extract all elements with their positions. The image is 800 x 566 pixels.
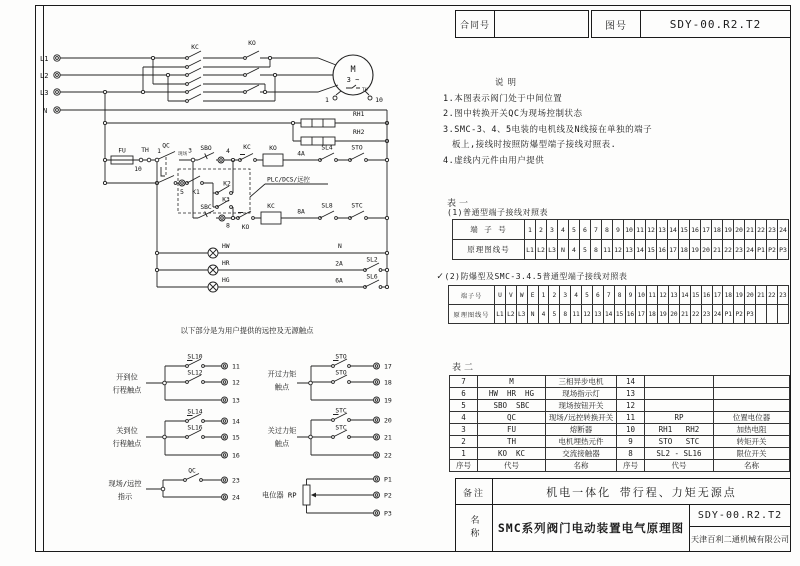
- explosion-terminal-table: [448, 285, 789, 324]
- terminal-cell: 8: [614, 286, 625, 305]
- rh1-label: RH1: [353, 111, 365, 118]
- note-line: 4.虚线内元件由用户提供: [443, 155, 545, 166]
- open-travel-contacts: [113, 354, 240, 405]
- terminal-cell: 4: [538, 305, 549, 324]
- terminal-cell: 19: [734, 286, 745, 305]
- local-remote-label-1: 现场/远控: [108, 479, 142, 488]
- component-row: [450, 400, 790, 412]
- terminal-cell: 14: [668, 220, 679, 240]
- terminal-19: 19: [384, 396, 392, 405]
- terminal-cell: 15: [646, 240, 657, 260]
- component-cell: 代号: [478, 460, 546, 472]
- terminal-cell: 23: [767, 220, 778, 240]
- terminal-p1: P1: [384, 475, 392, 484]
- component-cell: 名称: [714, 460, 790, 472]
- terminal-row: [449, 286, 789, 305]
- company-name: 天津百利二通机械有限公司: [690, 533, 790, 544]
- terminal-cell: 7: [603, 286, 614, 305]
- terminal-20: 20: [384, 416, 392, 425]
- terminal-cell: 19: [723, 220, 734, 240]
- component-cell: 位置电位器: [714, 412, 790, 424]
- terminal-cell: 5: [569, 220, 580, 240]
- sl2-limit-label: SL2: [366, 256, 378, 264]
- terminal-24: 24: [232, 493, 240, 502]
- terminal-row: [449, 305, 789, 324]
- terminal-row: [453, 220, 789, 240]
- terminal-10-label: 10: [134, 166, 142, 173]
- terminal-cell: 4: [558, 220, 569, 240]
- sl8-limit-label: SL8: [321, 202, 333, 210]
- component-cell: 10: [617, 424, 645, 436]
- component-cell: 现场按钮开关: [546, 400, 617, 412]
- contract-number-box: [455, 10, 589, 38]
- k1-relay-label: K1: [192, 189, 200, 196]
- row-label: 原理图线号: [453, 240, 525, 260]
- terminal-cell: L1: [495, 305, 506, 324]
- terminal-cell: 12: [613, 240, 624, 260]
- drawing-number-box: [591, 10, 791, 38]
- terminal-cell: 15: [614, 305, 625, 324]
- terminal-cell: 4: [569, 240, 580, 260]
- component-row: [450, 388, 790, 400]
- wire-4a-label: 4A: [297, 150, 305, 158]
- component-row: [450, 436, 790, 448]
- terminal-cell: 2: [549, 286, 560, 305]
- terminal-cell: 20: [701, 240, 712, 260]
- title-block-right: [690, 505, 790, 551]
- terminal-cell: 13: [657, 220, 668, 240]
- component-cell: SBO SBC: [478, 400, 546, 412]
- component-cell: 2: [450, 436, 478, 448]
- n-return-label: N: [338, 243, 342, 250]
- terminal-cell: 21: [756, 286, 767, 305]
- terminal-cell: 18: [723, 286, 734, 305]
- terminal-cell: 2: [536, 220, 547, 240]
- terminal-cell: 15: [690, 286, 701, 305]
- hg-lamp-label: HG: [222, 277, 230, 284]
- component-cell: 三相异步电机: [546, 376, 617, 388]
- component-cell: 限位开关: [714, 448, 790, 460]
- component-row: [450, 448, 790, 460]
- terminal-p2: P2: [384, 491, 392, 500]
- component-cell: 1: [450, 448, 478, 460]
- terminal-cell: 3: [547, 220, 558, 240]
- component-cell: 8: [617, 448, 645, 460]
- component-cell: 现场/远控转换开关: [546, 412, 617, 424]
- hr-lamp-label: HR: [222, 260, 230, 267]
- terminal-cell: 24: [745, 240, 756, 260]
- component-header-row: [450, 460, 790, 472]
- terminal-11: 11: [232, 362, 240, 371]
- notes-title: 说明: [495, 78, 521, 88]
- remark-value: 机电一体化 带行程、力矩无源点: [546, 486, 737, 499]
- component-cell: RP: [645, 412, 714, 424]
- terminal-cell: 18: [647, 305, 658, 324]
- close-travel-contacts: [113, 409, 240, 460]
- terminal-cell: P1: [756, 240, 767, 260]
- terminal-cell: 12: [658, 286, 669, 305]
- terminal-cell: N: [527, 305, 538, 324]
- phase-l1-label: L1: [40, 55, 49, 63]
- wire-2a-label: 2A: [335, 260, 343, 268]
- terminal-cell: 22: [756, 220, 767, 240]
- ko-coil-label: KO: [269, 145, 277, 152]
- terminal-cell: 1: [538, 286, 549, 305]
- component-cell: 加热电阻: [714, 424, 790, 436]
- component-cell: 序号: [450, 460, 478, 472]
- terminal-cell: 10: [624, 220, 635, 240]
- potentiometer-label: 电位器 RP: [262, 490, 297, 500]
- note-line: 2.图中转换开关QC为现场控制状态: [443, 109, 583, 119]
- contract-value: [495, 11, 588, 37]
- component-row: [450, 424, 790, 436]
- terminal-cell: 12: [646, 220, 657, 240]
- terminal-23: 23: [232, 476, 240, 485]
- terminal-cell: 17: [636, 305, 647, 324]
- qc-local-label: 现场: [178, 152, 188, 157]
- sto-a-label: STO: [335, 353, 347, 361]
- terminal-cell: L1: [525, 240, 536, 260]
- terminal-12: 12: [232, 378, 240, 387]
- qc-switch-label: QC: [162, 142, 170, 150]
- terminal-cell: 21: [712, 240, 723, 260]
- note-line: 3.SMC-3、4、5电装的电机线及N线接在单独的端子: [443, 124, 653, 135]
- table1-normal-caption: (1)普通型端子接线对照表: [447, 208, 548, 217]
- terminal-cell: 7: [591, 220, 602, 240]
- terminal-21: 21: [384, 433, 392, 442]
- terminal-cell: 23: [777, 286, 788, 305]
- component-cell: 12: [617, 400, 645, 412]
- terminal-cell: 23: [734, 240, 745, 260]
- terminal-cell: 15: [679, 220, 690, 240]
- terminal-cell: 12: [582, 305, 593, 324]
- component-cell: 11: [617, 412, 645, 424]
- component-cell: 交流接触器: [546, 448, 617, 460]
- terminal-cell: V: [505, 286, 516, 305]
- drawing-title: SMC系列阀门电动装置电气原理图: [493, 505, 690, 551]
- terminal-row: [453, 240, 789, 260]
- power-wires: [60, 40, 387, 110]
- component-cell: [714, 388, 790, 400]
- sl16-label: SL16: [187, 424, 203, 432]
- sto-torque-label: STO: [351, 144, 363, 152]
- terminal-cell: [756, 305, 767, 324]
- potentiometer: [262, 476, 392, 518]
- terminal-cell: [766, 305, 777, 324]
- terminal-17: 17: [384, 362, 392, 371]
- component-list-table: [449, 375, 790, 472]
- component-cell: M: [478, 376, 546, 388]
- sl6-limit-label: SL6: [366, 273, 378, 281]
- sbo-button-label: SBO: [200, 145, 212, 152]
- phase-l2-label: L2: [40, 72, 49, 80]
- motor-terminal-10: 10: [375, 96, 383, 104]
- neutral-label: N: [43, 107, 48, 115]
- ko-interlock-label: KO: [241, 224, 250, 231]
- circuit-diagram: [35, 5, 455, 553]
- row-label: 原理图线号: [449, 305, 495, 324]
- close-torque-contacts: [268, 408, 392, 460]
- row-label: 端子号: [449, 286, 495, 305]
- sl12-label: SL12: [187, 369, 203, 377]
- local-remote-indication: [108, 468, 239, 502]
- terminal-cell: 13: [669, 286, 680, 305]
- sl10-label: SL10: [187, 353, 203, 361]
- terminal-1-label: 1: [157, 148, 161, 155]
- component-cell: [714, 400, 790, 412]
- terminal-18: 18: [384, 378, 392, 387]
- terminal-cell: 16: [690, 220, 701, 240]
- motor-terminal-1: 1: [325, 96, 329, 104]
- terminal-cell: 18: [679, 240, 690, 260]
- qc2-label: QC: [188, 467, 196, 475]
- kc-coil-label: KC: [267, 203, 275, 210]
- contract-label: 合同号: [456, 11, 495, 37]
- terminal-cell: 20: [669, 305, 680, 324]
- component-cell: 名称: [546, 460, 617, 472]
- terminal-16: 16: [232, 451, 240, 460]
- name-label: 名称: [456, 505, 493, 551]
- component-cell: 代号: [645, 460, 714, 472]
- component-cell: STO STC: [645, 436, 714, 448]
- terminal-cell: 22: [723, 240, 734, 260]
- terminal-cell: P3: [778, 240, 789, 260]
- terminal-cell: 13: [592, 305, 603, 324]
- remark-label: 备注: [456, 479, 493, 505]
- terminal-cell: E: [527, 286, 538, 305]
- terminal-cell: 5: [582, 286, 593, 305]
- terminal-cell: P3: [745, 305, 756, 324]
- open-travel-label-2: 行程触点: [112, 385, 142, 395]
- terminal-p3: P3: [384, 509, 392, 518]
- terminal-cell: 11: [571, 305, 582, 324]
- terminal-cell: 14: [603, 305, 614, 324]
- terminal-cell: W: [516, 286, 527, 305]
- terminal-5-label: 5: [180, 188, 184, 196]
- terminal-cell: 19: [690, 240, 701, 260]
- terminal-cell: 3: [560, 286, 571, 305]
- drawing-number-label: 图号: [592, 11, 641, 37]
- component-cell: 熔断器: [546, 424, 617, 436]
- terminal-cell: 6: [592, 286, 603, 305]
- terminal-15: 15: [232, 433, 240, 442]
- component-cell: 转矩开关: [714, 436, 790, 448]
- motor-phase-label: 3 ~: [346, 76, 360, 84]
- remark-block: [455, 478, 791, 506]
- terminal-cell: 22: [690, 305, 701, 324]
- sl4-limit-label: SL4: [321, 144, 333, 152]
- terminal-cell: 17: [712, 286, 723, 305]
- terminal-22: 22: [384, 451, 392, 460]
- terminal-cell: 21: [679, 305, 690, 324]
- check-mark: ✓: [437, 271, 444, 282]
- terminal-cell: 10: [636, 286, 647, 305]
- wire-8a-label: 8A: [297, 208, 305, 216]
- note-line: 板上,接线时按照防爆型端子接线对照表.: [452, 140, 617, 150]
- close-travel-label-1: 关到位: [116, 426, 138, 435]
- component-cell: 6: [450, 388, 478, 400]
- user-contacts-note: 以下部分是为用户提供的远控及无源触点: [180, 326, 314, 335]
- terminal-cell: 5: [580, 240, 591, 260]
- motor-m-label: M: [350, 65, 356, 75]
- drawing-number-value: SDY-00.R2.T2: [669, 17, 762, 31]
- close-torque-label-2: 触点: [274, 439, 290, 448]
- terminal-cell: 9: [625, 286, 636, 305]
- wire-6a-label: 6A: [335, 277, 343, 285]
- row-label: 端 子 号: [453, 220, 525, 240]
- terminal-13: 13: [232, 396, 240, 405]
- component-cell: 现场指示灯: [546, 388, 617, 400]
- terminal-cell: 20: [745, 286, 756, 305]
- terminal-cell: 5: [549, 305, 560, 324]
- terminal-cell: 11: [602, 240, 613, 260]
- terminal-3-label: 3: [188, 147, 192, 155]
- stc-b-label: STC: [335, 424, 347, 432]
- kc-interlock-label: KC: [243, 144, 251, 151]
- fuse-label: FU: [118, 147, 126, 155]
- open-torque-label-2: 触点: [274, 382, 290, 392]
- component-cell: 3: [450, 424, 478, 436]
- phase-l3-label: L3: [40, 89, 49, 97]
- terminal-cell: 11: [647, 286, 658, 305]
- normal-terminal-table: [452, 219, 789, 260]
- local-remote-label-2: 指示: [117, 492, 133, 501]
- hw-lamp-label: HW: [222, 243, 230, 250]
- terminal-cell: 16: [701, 286, 712, 305]
- terminal-cell: 11: [635, 220, 646, 240]
- table1-explosion-caption-row: [437, 271, 627, 282]
- component-cell: 5: [450, 400, 478, 412]
- note-line: 1.本图表示阀门处于中间位置: [443, 93, 563, 104]
- terminal-cell: L3: [516, 305, 527, 324]
- component-cell: 14: [617, 376, 645, 388]
- terminal-cell: 14: [679, 286, 690, 305]
- ko-contactor-label: KO: [248, 40, 256, 47]
- table1-explosion-caption: (2)防爆型及SMC-3.4.5普通型端子接线对照表: [444, 272, 628, 281]
- component-cell: [645, 400, 714, 412]
- title-block: [455, 504, 791, 552]
- component-cell: [645, 388, 714, 400]
- kc-contactor-label: KC: [191, 44, 199, 51]
- component-row: [450, 376, 790, 388]
- terminal-cell: 20: [734, 220, 745, 240]
- terminal-cell: U: [495, 286, 506, 305]
- k3-relay-label: K3: [222, 196, 230, 204]
- open-control-row: [103, 143, 388, 178]
- component-cell: 13: [617, 388, 645, 400]
- terminal-cell: 17: [668, 240, 679, 260]
- terminal-cell: L2: [505, 305, 516, 324]
- component-cell: KO KC: [478, 448, 546, 460]
- open-travel-label-1: 开到位: [116, 372, 138, 382]
- thermal-label: TH: [141, 147, 149, 154]
- terminal-cell: 8: [560, 305, 571, 324]
- supply-terminals: [40, 55, 60, 115]
- close-torque-label-1: 关过力矩: [267, 426, 297, 435]
- table2-title: 表二: [452, 363, 477, 373]
- terminal-cell: 1: [525, 220, 536, 240]
- terminal-cell: P2: [767, 240, 778, 260]
- component-cell: [645, 376, 714, 388]
- motor-thermal-label: TH: [362, 88, 368, 93]
- component-cell: 电机埋热元件: [546, 436, 617, 448]
- close-travel-label-2: 行程触点: [112, 439, 142, 448]
- terminal-cell: [777, 305, 788, 324]
- terminal-cell: 24: [712, 305, 723, 324]
- terminal-cell: 6: [580, 220, 591, 240]
- terminal-cell: 9: [613, 220, 624, 240]
- notes-block: [443, 76, 783, 169]
- stc-torque-label: STC: [351, 202, 363, 210]
- sto-b-label: STO: [335, 369, 347, 377]
- terminal-cell: 22: [766, 286, 777, 305]
- stc-a-label: STC: [335, 407, 347, 415]
- terminal-cell: 8: [591, 240, 602, 260]
- terminal-cell: 16: [625, 305, 636, 324]
- motor-symbol: [325, 55, 383, 104]
- terminal-cell: 24: [778, 220, 789, 240]
- k2-relay-label: K2: [223, 180, 231, 188]
- terminal-cell: 19: [658, 305, 669, 324]
- component-cell: TH: [478, 436, 546, 448]
- table1-title: 表一: [447, 199, 472, 209]
- sbc-button-label: SBC: [200, 204, 212, 211]
- terminal-cell: 13: [624, 240, 635, 260]
- component-cell: 4: [450, 412, 478, 424]
- component-cell: SL2 - SL16: [645, 448, 714, 460]
- terminal-4-label: 4: [226, 148, 230, 155]
- terminal-cell: 8: [602, 220, 613, 240]
- component-cell: FU: [478, 424, 546, 436]
- terminal-8-label: 8: [226, 221, 230, 230]
- terminal-cell: 4: [571, 286, 582, 305]
- terminal-cell: N: [558, 240, 569, 260]
- terminal-cell: P1: [723, 305, 734, 324]
- rh2-label: RH2: [353, 129, 365, 136]
- component-row: [450, 412, 790, 424]
- terminal-cell: 16: [657, 240, 668, 260]
- terminal-cell: P2: [734, 305, 745, 324]
- plc-dcs-label: PLC/DCS/远控: [267, 176, 310, 184]
- terminal-cell: L2: [536, 240, 547, 260]
- component-cell: 9: [617, 436, 645, 448]
- component-cell: [714, 376, 790, 388]
- terminal-cell: L3: [547, 240, 558, 260]
- terminal-cell: 14: [635, 240, 646, 260]
- component-cell: 7: [450, 376, 478, 388]
- terminal-cell: 23: [701, 305, 712, 324]
- terminal-cell: 21: [745, 220, 756, 240]
- open-torque-label-1: 开过力矩: [267, 369, 297, 379]
- sl14-label: SL14: [187, 408, 203, 416]
- terminal-cell: 17: [701, 220, 712, 240]
- component-cell: HW HR HG: [478, 388, 546, 400]
- drawing-number: SDY-00.R2.T2: [690, 505, 790, 527]
- terminal-14: 14: [232, 417, 240, 426]
- terminal-cell: 18: [712, 220, 723, 240]
- open-torque-contacts: [268, 354, 392, 405]
- component-cell: QC: [478, 412, 546, 424]
- component-cell: 序号: [617, 460, 645, 472]
- component-cell: RH1 RH2: [645, 424, 714, 436]
